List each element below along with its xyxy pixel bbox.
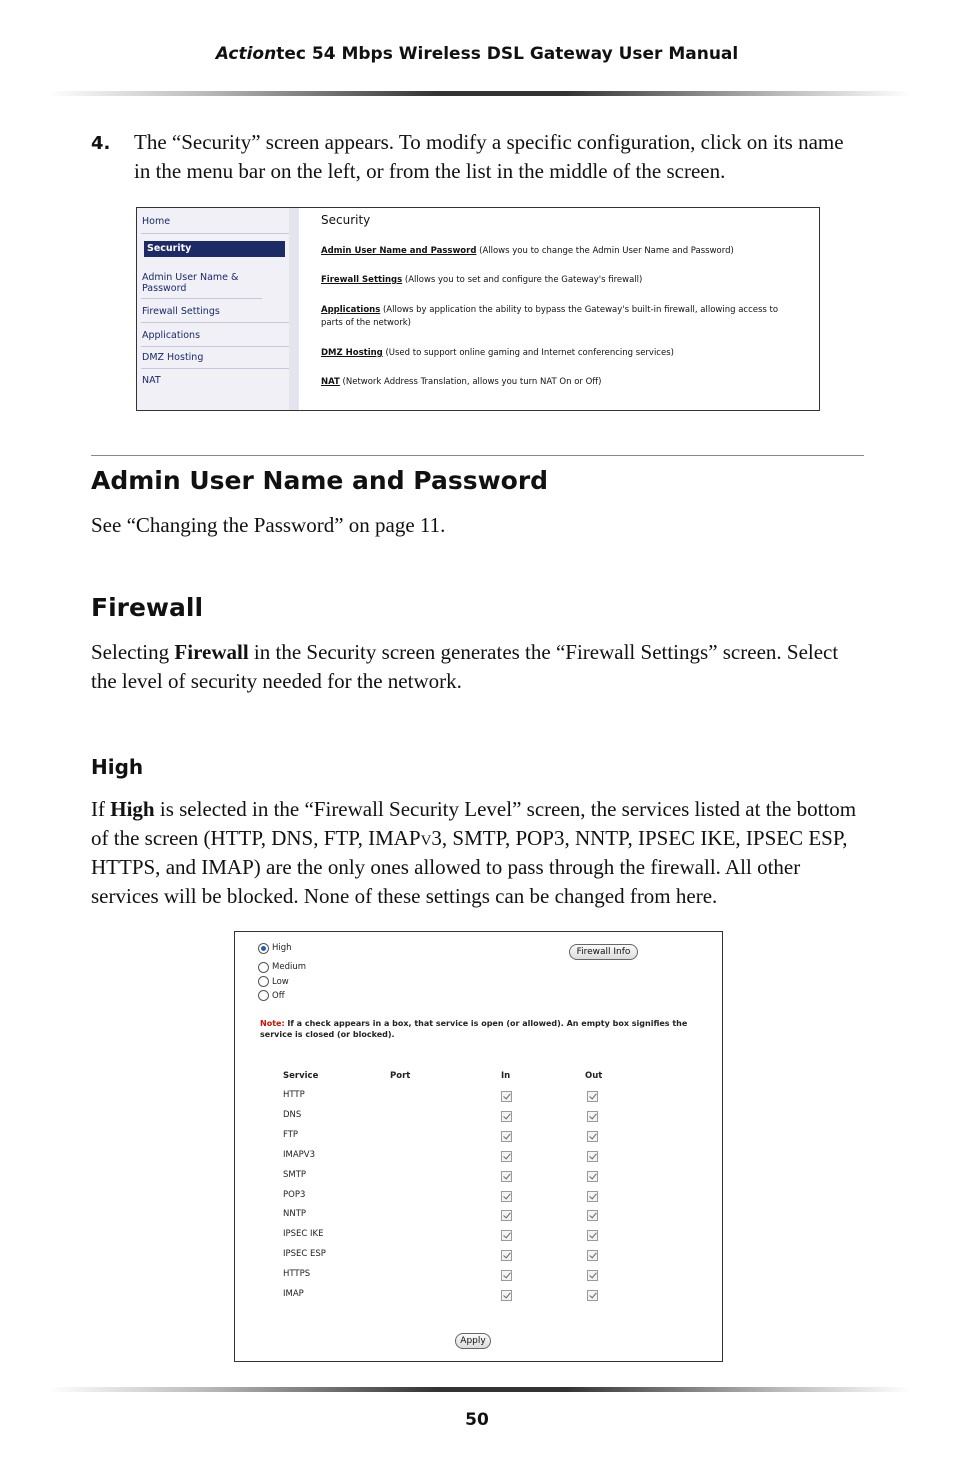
security-link-nat: NAT (Network Address Translation, allows you turn NAT On or Off) xyxy=(321,377,602,387)
service-in-checkbox xyxy=(501,1250,512,1261)
firewall-settings-screenshot xyxy=(234,931,723,1362)
service-out-checkbox xyxy=(587,1230,598,1241)
service-out-checkbox xyxy=(587,1171,598,1182)
service-label: IMAP xyxy=(283,1289,304,1299)
menu-item-home[interactable]: Home xyxy=(141,216,290,234)
step-number: 4. xyxy=(91,133,111,154)
service-in-checkbox xyxy=(501,1091,512,1102)
security-link-dmz: DMZ Hosting (Used to support online gaming and Internet conferencing services) xyxy=(321,348,674,358)
link-admin[interactable]: Admin User Name and Password xyxy=(321,246,477,256)
service-label: HTTP xyxy=(283,1090,305,1100)
footer-rule xyxy=(48,1387,910,1392)
menu-item-firewall[interactable]: Firewall Settings xyxy=(141,306,290,323)
firewall-text: Selecting Firewall in the Security screen generates the “Firewall Settings” screen. Select the level of security needed for the network. xyxy=(91,640,839,693)
service-in-checkbox xyxy=(501,1191,512,1202)
service-out-checkbox xyxy=(587,1270,598,1281)
service-in-checkbox xyxy=(501,1270,512,1281)
menu-item-applications[interactable]: Applications xyxy=(141,330,290,347)
col-service: Service xyxy=(283,1071,319,1081)
col-out: Out xyxy=(585,1071,603,1081)
page-number: 50 xyxy=(465,1410,489,1430)
service-in-checkbox xyxy=(501,1111,512,1122)
link-applications[interactable]: Applications xyxy=(321,305,381,315)
menu-divider xyxy=(289,208,299,410)
service-out-checkbox xyxy=(587,1210,598,1221)
col-port: Port xyxy=(390,1071,411,1081)
menu-item-security[interactable]: Security xyxy=(144,241,285,257)
link-dmz[interactable]: DMZ Hosting xyxy=(321,348,383,358)
service-label: NNTP xyxy=(283,1209,307,1220)
menu-item-admin[interactable]: Admin User Name & Password xyxy=(141,272,262,299)
apply-button[interactable]: Apply xyxy=(455,1333,491,1349)
service-label: FTP xyxy=(283,1129,299,1140)
section-separator xyxy=(91,455,864,456)
service-out-checkbox xyxy=(587,1191,598,1202)
service-out-checkbox xyxy=(587,1250,598,1261)
service-label: HTTPS xyxy=(283,1269,311,1280)
service-in-checkbox xyxy=(501,1131,512,1142)
service-label: POP3 xyxy=(283,1189,306,1200)
security-link-firewall: Firewall Settings (Allows you to set and configure the Gateway's firewall) xyxy=(321,275,643,285)
security-menu-panel xyxy=(137,208,299,410)
admin-heading: Admin User Name and Password xyxy=(91,466,549,495)
service-label: IPSEC IKE xyxy=(283,1229,324,1240)
header-brand-italic: Action xyxy=(215,44,277,64)
radio-low-label: Low xyxy=(272,977,289,987)
firewall-info-button[interactable]: Firewall Info xyxy=(569,944,638,960)
service-in-checkbox xyxy=(501,1290,512,1301)
service-out-checkbox xyxy=(587,1151,598,1162)
radio-high-label: High xyxy=(272,943,292,953)
firewall-heading: Firewall xyxy=(91,593,204,622)
header-rule xyxy=(48,91,910,96)
step-text: The “Security” screen appears. To modify a specific configuration, click on its name in the menu bar on the left, or from the list in the middle of the screen. xyxy=(134,130,844,183)
service-in-checkbox xyxy=(501,1210,512,1221)
security-link-applications: Applications (Allows by application the ability to bypass the Gateway's built-in firewall, allowing access to parts of the network) xyxy=(321,305,779,328)
manual-header-title xyxy=(0,44,954,64)
service-out-checkbox xyxy=(587,1091,598,1102)
menu-item-dmz[interactable]: DMZ Hosting xyxy=(141,352,290,369)
admin-text: See “Changing the Password” on page 11. xyxy=(91,513,446,537)
firewall-note: Note: If a check appears in a box, that service is open (or allowed). An empty box signifies the service is closed (or blocked). xyxy=(260,1019,688,1039)
menu-item-nat[interactable]: NAT xyxy=(142,375,161,386)
header-title-rest: tec 54 Mbps Wireless DSL Gateway User Manual xyxy=(276,44,739,64)
service-in-checkbox xyxy=(501,1230,512,1241)
service-label: IPSEC ESP xyxy=(283,1249,326,1260)
radio-medium[interactable] xyxy=(258,962,269,973)
radio-off-label: Off xyxy=(272,991,285,1001)
link-nat[interactable]: NAT xyxy=(321,377,340,387)
service-out-checkbox xyxy=(587,1131,598,1142)
security-screen-screenshot xyxy=(136,207,820,411)
radio-high[interactable] xyxy=(258,943,269,954)
radio-medium-label: Medium xyxy=(272,962,306,972)
security-screen-title: Security xyxy=(321,213,371,227)
service-in-checkbox xyxy=(501,1171,512,1182)
radio-low[interactable] xyxy=(258,976,269,987)
col-in: In xyxy=(501,1071,511,1081)
high-text: If High is selected in the “Firewall Security Level” screen, the services listed at the bottom of the screen (HTTP, DNS, FTP, IMAPv3, SMTP, POP3, NNTP, IPSEC IKE, IPSEC ESP, HTTPS, and IMAP) are the only ones allowed to pass through the firewall. All other services will be blocked. None of these settings can be changed from here. xyxy=(91,797,857,908)
high-heading: High xyxy=(91,755,144,779)
service-label: SMTP xyxy=(283,1169,307,1180)
service-out-checkbox xyxy=(587,1111,598,1122)
service-in-checkbox xyxy=(501,1151,512,1162)
service-label: DNS xyxy=(283,1109,302,1120)
security-link-admin: Admin User Name and Password (Allows you to change the Admin User Name and Password) xyxy=(321,246,734,256)
service-out-checkbox xyxy=(587,1290,598,1301)
service-label: IMAPV3 xyxy=(283,1149,316,1160)
link-firewall[interactable]: Firewall Settings xyxy=(321,275,403,285)
radio-off[interactable] xyxy=(258,990,269,1001)
